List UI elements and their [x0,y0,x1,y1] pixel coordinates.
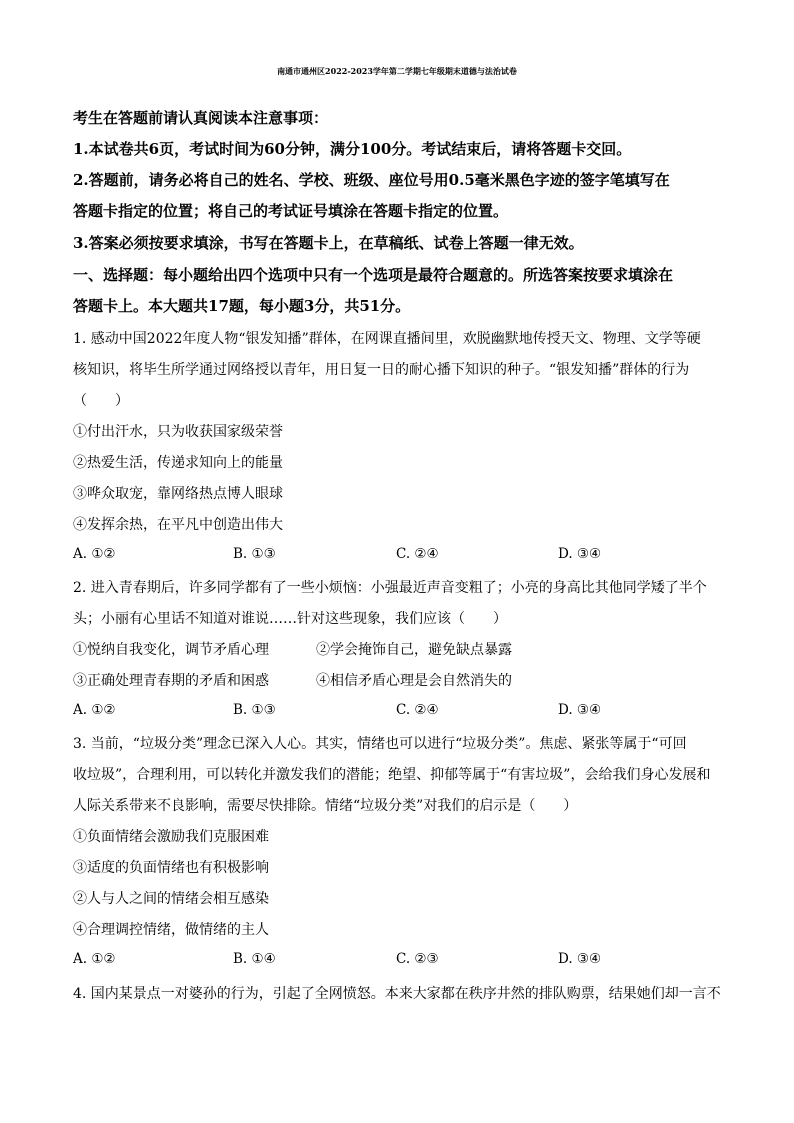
section-heading: 一、选择题：每小题给出四个选项中只有一个选项是最符合题意的。所选答案按要求填涂在 [73,266,674,284]
question-2-stem: 2. 进入青春期后，许多同学都有了一些小烦恼：小强最近声音变粗了；小亮的身高比其他同学矮了半个 [73,580,707,596]
question-3-statement: ②人与人之间的情绪会相互感染 [73,891,269,907]
question-3-stem: 人际关系带来不良影响，需要尽快排除。情绪“垃圾分类”对我们的启示是（ ） [73,798,578,814]
question-2-statement: ③正确处理青春期的矛盾和困惑 [73,673,269,689]
question-1-stem: （ ） [73,393,129,409]
question-1-stem: 1. 感动中国2022年度人物“银发知播”群体，在网课直播间里，欢脱幽默地传授天文、物理、文学等硬 [73,331,701,347]
question-3-stem: 3. 当前，“垃圾分类”理念已深入人心。其实，情绪也可以进行“垃圾分类”。焦虑、紧张等属于“可回 [73,736,687,752]
question-1-statement: ①付出汗水，只为收获国家级荣誉 [73,424,283,440]
question-3-option-a: A. ①② [73,951,116,967]
question-2-option-c: C. ②④ [396,702,439,718]
question-1-statement: ③哗众取宠，靠网络热点博人眼球 [73,486,283,502]
question-3-option-b: B. ①④ [233,951,276,967]
question-2-option-a: A. ①② [73,702,116,718]
question-1-statement: ②热爱生活，传递求知向上的能量 [73,455,283,471]
notice-item: 1.本试卷共6页，考试时间为60分钟，满分100分。考试结束后，请将答题卡交回。 [73,140,632,158]
question-2-option-b: B. ①③ [233,702,276,718]
section-heading: 答题卡上。本大题共17题，每小题3分，共51分。 [73,297,411,315]
question-3-statement: ④合理调控情绪，做情绪的主人 [73,922,269,938]
question-3-option-d: D. ③④ [558,951,602,967]
question-1-option-b: B. ①③ [233,546,276,562]
question-3-statement: ③适度的负面情绪也有积极影响 [73,860,269,876]
notice-item: 3.答案必须按要求填涂，书写在答题卡上，在草稿纸、试卷上答题一律无效。 [73,234,584,252]
question-1-option-d: D. ③④ [558,546,602,562]
question-1-stem: 核知识，将毕生所学通过网络授以青年，用日复一日的耐心播下知识的种子。“银发知播”群体的行为 [73,362,690,378]
question-2-statement: ②学会掩饰自己，避免缺点暴露 [316,642,512,658]
question-2-statement: ④相信矛盾心理是会自然消失的 [316,673,512,689]
question-3-statement: ①负面情绪会激励我们克服困难 [73,829,269,845]
question-2-option-d: D. ③④ [558,702,602,718]
notice-heading: 考生在答题前请认真阅读本注意事项： [73,109,329,127]
question-4-stem: 4. 国内某景点一对婆孙的行为，引起了全网愤怒。本来大家都在秩序井然的排队购票，结果她们却一言不 [73,986,721,1002]
question-1-statement: ④发挥余热，在平凡中创造出伟大 [73,517,283,533]
page-title: 南通市通州区2022-2023学年第二学期七年级期末道德与法治试卷 [277,66,517,76]
question-1-option-a: A. ①② [73,546,116,562]
question-2-statement: ①悦纳自我变化，调节矛盾心理 [73,642,269,658]
question-3-stem: 收垃圾”，合理利用，可以转化并激发我们的潜能；绝望、抑郁等属于“有害垃圾”，会给我们身心发展和 [73,767,711,783]
question-3-option-c: C. ②③ [396,951,439,967]
question-1-option-c: C. ②④ [396,546,439,562]
question-2-stem: 头；小丽有心里话不知道对谁说……针对这些现象，我们应该（ ） [73,611,507,627]
notice-item: 2.答题前，请务必将自己的姓名、学校、班级、座位号用0.5毫米黑色字迹的签字笔填写在 [73,171,670,189]
notice-item: 答题卡指定的位置；将自己的考试证号填涂在答题卡指定的位置。 [73,202,509,220]
